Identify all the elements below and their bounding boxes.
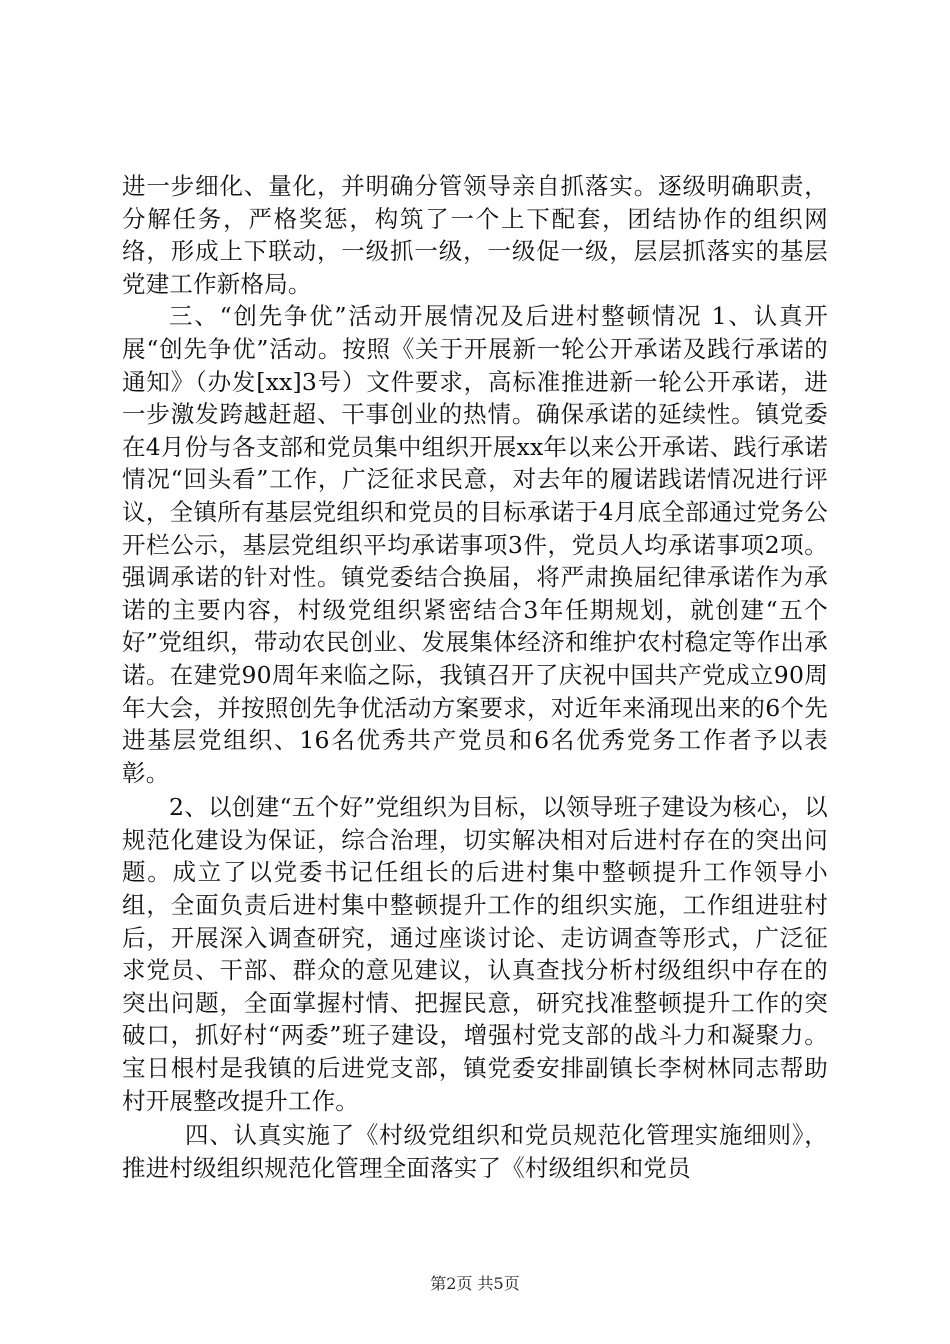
paragraph-2: 三、“创先争优”活动开展情况及后进村整顿情况 1、认真开展“创先争优”活动。按照《关于开展新一轮公开承诺及践行承诺的通知》（办发[xx]3号）文件要求，高标准推进新一轮公开承诺，进一步激发跨越赶超、干事创业的热情。确保承诺的延续性。镇党委在4月份与各支部和党员集中组织开展xx年以来公开承诺、践行承诺情况“回头看”工作，广泛征求民意，对去年的履诺践诺情况进行评议，全镇所有基层党组织和党员的目标承诺于4月底全部通过党务公开栏公示，基层党组织平均承诺事项3件，党员人均承诺事项2项。强调承诺的针对性。镇党委结合换届，将严肃换届纪律承诺作为承诺的主要内容，村级党组织紧密结合3年任期规划，就创建“五个好”党组织，带动农民创业、发展集体经济和维护农村稳定等作出承诺。在建党90周年来临之际，我镇召开了庆祝中国共产党成立90周年大会，并按照创先争优活动方案要求，对近年来涌现出来的6个先进基层党组织、16名优秀共产党员和6名优秀党务工作者予以表彰。 xyxy=(122,302,828,787)
paragraph-1: 进一步细化、量化，并明确分管领导亲自抓落实。逐级明确职责，分解任务，严格奖惩，构筑了一个上下配套，团结协作的组织网络，形成上下联动，一级抓一级，一级促一级，层层抓落实的基层党建工作新格局。 xyxy=(122,172,828,298)
document-body xyxy=(122,170,828,1184)
page-footer: 第2页 共5页 xyxy=(430,1274,520,1293)
paragraph-3: 2、以创建“五个好”党组织为目标，以领导班子建设为核心，以规范化建设为保证，综合治理，切实解决相对后进村存在的突出问题。成立了以党委书记任组长的后进村集中整顿提升工作领导小组，全面负责后进村集中整顿提升工作的组织实施，工作组进驻村后，开展深入调查研究，通过座谈讨论、走访调查等形式，广泛征求党员、干部、群众的意见建议，认真查找分析村级组织中存在的突出问题，全面掌握村情、把握民意，研究找准整顿提升工作的突破口，抓好村“两委”班子建设，增强村党支部的战斗力和凝聚力。宝日根村是我镇的后进党支部，镇党委安排副镇长李树林同志帮助村开展整改提升工作。 xyxy=(122,793,828,1115)
paragraph-4: 四、认真实施了《村级党组织和党员规范化管理实施细则》，推进村级组织规范化管理全面落实了《村级组织和党员 xyxy=(122,1121,828,1182)
